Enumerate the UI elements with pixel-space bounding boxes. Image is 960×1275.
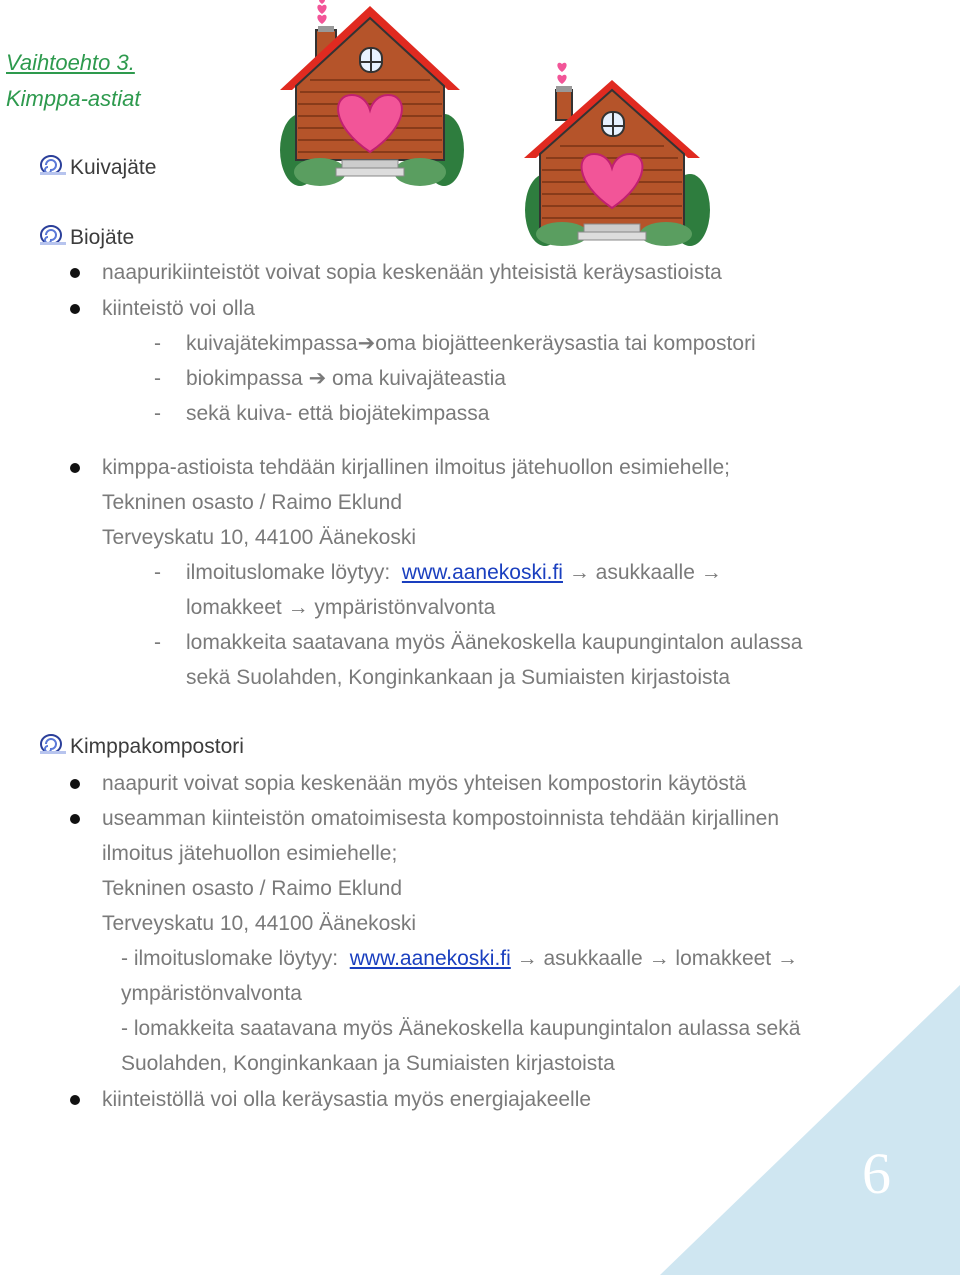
- swirl-icon: [40, 155, 66, 175]
- bullet-dot: [70, 779, 80, 789]
- bullet-dot: [70, 463, 80, 473]
- swirl-icon: [40, 225, 66, 245]
- biojate-bullet-3: kimppa-astioista tehdään kirjallinen ilmoitus jätehuollon esimiehelle;: [102, 456, 731, 479]
- path-ymparistonvalvonta: ympäristönvalvonta: [314, 596, 496, 619]
- biojate-addr-2: Terveyskatu 10, 44100 Äänekoski: [102, 526, 417, 549]
- arrow-right-icon: ➔: [308, 367, 327, 390]
- path-asukkaalle: asukkaalle: [595, 561, 695, 584]
- path-asukkaalle: asukkaalle: [543, 947, 643, 970]
- kompostori-path-3: ympäristönvalvonta: [121, 982, 302, 1005]
- form-lead-text: ilmoituslomake löytyy:: [186, 561, 391, 584]
- kompostori-forms-1: - lomakkeita saatavana myös Äänekoskella kaupungintalon aulassa sekä: [121, 1017, 801, 1040]
- option-title: Vaihtoehto 3.: [6, 50, 135, 75]
- bullet-dot: [70, 1095, 80, 1105]
- biojate-addr-1: Tekninen osasto / Raimo Eklund: [102, 491, 402, 514]
- page-number: 6: [862, 1141, 891, 1206]
- sub2-text: biokimpassa: [186, 367, 303, 390]
- biojate-sub-3: sekä kuiva- että biojätekimpassa: [186, 402, 490, 425]
- arrow-right-icon: →: [648, 947, 670, 970]
- bullet-dot: [70, 814, 80, 824]
- kompostori-addr-1: Tekninen osasto / Raimo Eklund: [102, 877, 402, 900]
- houses-illustration: [270, 0, 710, 250]
- biojate-bullet-2: kiinteistö voi olla: [102, 297, 255, 320]
- house-right-icon: [524, 63, 710, 246]
- biojate-sub-1: [186, 333, 756, 354]
- kompostori-addr-2: Terveyskatu 10, 44100 Äänekoski: [102, 912, 417, 935]
- biojate-forms-1: lomakkeita saatavana myös Äänekoskella kaupungintalon aulassa: [186, 631, 803, 654]
- path-lomakkeet: lomakkeet: [675, 947, 772, 970]
- house-left-icon: [280, 0, 464, 186]
- kompostori-bullet-2a: useamman kiinteistön omatoimisesta kompostoinnista tehdään kirjallinen: [102, 807, 780, 830]
- sub1b-text: oma biojätteenkeräysastia tai kompostori: [375, 332, 756, 355]
- kompostori-form-line: [121, 948, 798, 969]
- kompostori-bullet-3: kiinteistöllä voi olla keräysastia myös energiajakeelle: [102, 1088, 592, 1111]
- dash: -: [154, 367, 161, 390]
- kompostori-forms-2: Suolahden, Konginkankaan ja Sumiaisten kirjastoista: [121, 1052, 615, 1075]
- corner-triangle: [660, 985, 960, 1275]
- arrow-right-icon: →: [516, 947, 538, 970]
- kompostori-bullet-2b: ilmoitus jätehuollon esimiehelle;: [102, 842, 398, 865]
- sub1-text: kuivajätekimpassa: [186, 332, 358, 355]
- heading-kuivajate: Kuivajäte: [70, 156, 157, 179]
- website-link[interactable]: www.aanekoski.fi: [349, 947, 511, 970]
- sub2b-text: oma kuivajäteastia: [332, 367, 506, 390]
- dash: -: [154, 332, 161, 355]
- biojate-forms-2: sekä Suolahden, Konginkankaan ja Sumiaisten kirjastoista: [186, 666, 731, 689]
- path-lomakkeet: lomakkeet: [186, 596, 282, 619]
- biojate-bullet-1: naapurikiinteistöt voivat sopia keskenään yhteisistä keräysastioista: [102, 261, 722, 284]
- dash: -: [154, 631, 161, 654]
- dash: -: [154, 402, 161, 425]
- bullet-dot: [70, 304, 80, 314]
- heading-kimppakompostori: Kimppakompostori: [70, 735, 244, 758]
- biojate-form-line: [186, 562, 722, 583]
- kompostori-bullet-1: naapurit voivat sopia keskenään myös yhteisen kompostorin käytöstä: [102, 772, 747, 795]
- arrow-right-icon: →: [700, 561, 722, 584]
- page-subtitle: Kimppa-astiat: [6, 86, 141, 111]
- arrow-right-icon: →: [776, 947, 798, 970]
- swirl-icon: [40, 734, 66, 754]
- bullet-dot: [70, 268, 80, 278]
- arrow-right-icon: →: [568, 561, 590, 584]
- arrow-right-icon: ➔: [357, 332, 376, 355]
- biojate-sub-2: [186, 368, 506, 389]
- biojate-form-path: [186, 597, 495, 618]
- form-lead-text: - ilmoituslomake löytyy:: [121, 947, 339, 970]
- dash: -: [154, 561, 161, 584]
- website-link[interactable]: www.aanekoski.fi: [401, 561, 563, 584]
- heading-biojate: Biojäte: [70, 226, 135, 249]
- arrow-right-icon: →: [287, 596, 309, 619]
